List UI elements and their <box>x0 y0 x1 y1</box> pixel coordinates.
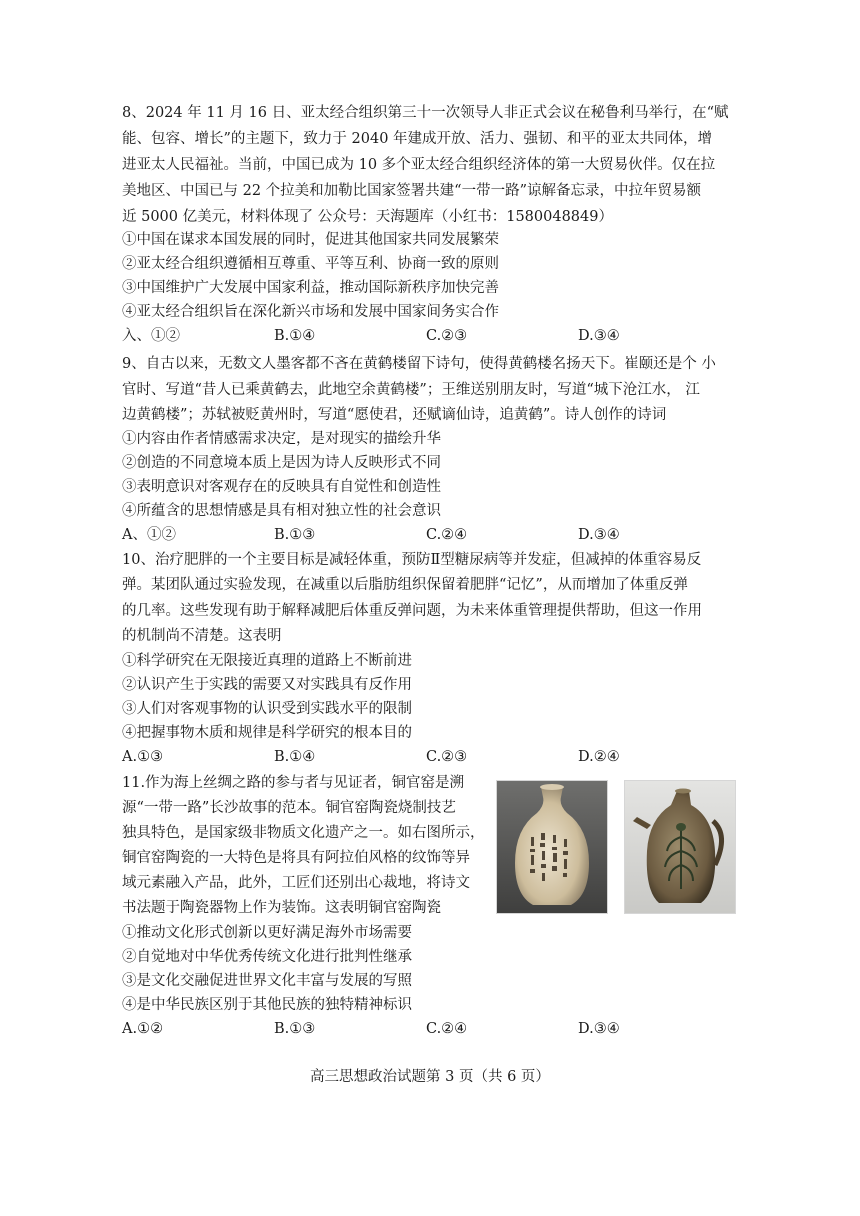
decorated-ewer-image <box>624 780 736 914</box>
option-c: C.②③ <box>426 749 468 765</box>
statement: ③人们对客观事物的认识受到实践水平的限制 <box>122 701 412 717</box>
option-d: D.③④ <box>578 328 620 344</box>
question-stem-line: 书法题于陶瓷器物上作为装饰。这表明铜官窑陶瓷 <box>122 900 441 916</box>
answer-options <box>122 746 742 768</box>
question-stem-line: 的机制尚不清楚。这表明 <box>122 628 282 644</box>
statement: ③表明意识对客观存在的反映具有自觉性和创造性 <box>122 479 441 495</box>
question-stem-line: 边黄鹤楼”；苏轼被贬黄州时，写道“愿使君，还赋谪仙诗，追黄鹤”。诗人创作的诗词 <box>122 407 667 423</box>
statement: ④把握事物木质和规律是科学研究的根本目的 <box>122 725 412 741</box>
question-stem-line: 弹。某团队通过实验发现，在减重以后脂肪组织保留着肥胖“记忆”，从而增加了体重反弹 <box>122 577 688 593</box>
question-stem-line: 源“一带一路”长沙故事的范本。铜官窑陶瓷烧制技艺 <box>122 800 456 816</box>
option-a: A.①② <box>122 1021 164 1037</box>
question-stem-line: 域元素融入产品，此外，工匠们还别出心裁地，将诗文 <box>122 875 470 891</box>
option-b: B.①③ <box>274 527 316 543</box>
question-stem-line: 官时、写道“昔人已乘黄鹤去，此地空余黄鹤楼”；王维送别朋友时，写道“城下沧江水， 江 <box>122 382 700 398</box>
answer-options <box>122 524 742 546</box>
question-stem-line: 近 5000 亿美元，材料体现了 公众号：天海题库（小红书：1580048849） <box>122 209 613 225</box>
question-stem-line: 11.作为海上丝绸之路的参与者与见证者，铜官窑是溯 <box>122 775 465 791</box>
option-b: B.①④ <box>274 328 316 344</box>
answer-options <box>122 1018 742 1040</box>
statement: ④所蕴含的思想情感是具有相对独立性的社会意识 <box>122 503 441 519</box>
option-c: C.②④ <box>426 527 468 543</box>
question-stem-line: 10、治疗肥胖的一个主要目标是减轻体重，预防Ⅱ型糖尿病等并发症，但减掉的体重容易反 <box>122 552 702 568</box>
question-stem-line: 铜官窑陶瓷的一大特色是将具有阿拉伯风格的纹饰等异 <box>122 850 470 866</box>
option-d: D.③④ <box>578 1021 620 1037</box>
option-b: B.①③ <box>274 1021 316 1037</box>
question-stem-line: 8、2024 年 11 月 16 日、亚太经合组织第三十一次领导人非正式会议在秘鲁利马举行，在“赋 <box>122 105 729 121</box>
option-a: A.①③ <box>122 749 164 765</box>
question-stem-line: 美地区、中国已与 22 个拉美和加勒比国家签署共建“一带一路”谅解备忘录，中拉年贸易额 <box>122 183 701 199</box>
statement: ②亚太经合组织遵循相互尊重、平等互利、协商一致的原则 <box>122 256 499 272</box>
statement: ④是中华民族区别于其他民族的独特精神标识 <box>122 997 412 1013</box>
page-footer: 高三思想政治试题第 3 页（共 6 页） <box>310 1069 550 1085</box>
statement: ①内容由作者情感需求决定，是对现实的描绘升华 <box>122 431 441 447</box>
question-stem-line: 能、包容、增长”的主题下，致力于 2040 年建成开放、活力、强韧、和平的亚太共同体，增 <box>122 131 713 147</box>
answer-options <box>122 325 742 347</box>
question-stem-line: 进亚太人民福祉。当前，中国已成为 10 多个亚太经合组织经济体的第一大贸易伙伴。仅在拉 <box>122 157 716 173</box>
calligraphy-vase-image <box>496 780 608 914</box>
statement: ③是文化交融促进世界文化丰富与发展的写照 <box>122 973 412 989</box>
statement: ②认识产生于实践的需要又对实践具有反作用 <box>122 677 412 693</box>
statement: ②自觉地对中华优秀传统文化进行批判性继承 <box>122 949 412 965</box>
option-d: D.③④ <box>578 527 620 543</box>
option-a: 入、①② <box>122 328 180 344</box>
question-stem-line: 9、自古以来，无数文人墨客都不吝在黄鹤楼留下诗句，使得黄鹤楼名扬天下。崔颐还是个 小 <box>122 356 716 372</box>
statement: ①中国在谋求本国发展的同时，促进其他国家共同发展繁荣 <box>122 232 499 248</box>
statement: ③中国维护广大发展中国家利益，推动国际新秩序加快完善 <box>122 280 499 296</box>
option-c: C.②④ <box>426 1021 468 1037</box>
option-b: B.①④ <box>274 749 316 765</box>
statement: ②创造的不同意境本质上是因为诗人反映形式不同 <box>122 455 441 471</box>
statement: ①推动文化形式创新以更好满足海外市场需要 <box>122 925 412 941</box>
option-d: D.②④ <box>578 749 620 765</box>
question-stem-line: 独具特色，是国家级非物质文化遗产之一。如右图所示， <box>122 825 485 841</box>
statement: ①科学研究在无限接近真理的道路上不断前进 <box>122 653 412 669</box>
option-c: C.②③ <box>426 328 468 344</box>
statement: ④亚太经合组织旨在深化新兴市场和发展中国家间务实合作 <box>122 304 499 320</box>
question-stem-line: 的几率。这些发现有助于解释减肥后体重反弹问题，为未来体重管理提供帮助，但这一作用 <box>122 603 702 619</box>
option-a: A、①② <box>122 527 176 543</box>
